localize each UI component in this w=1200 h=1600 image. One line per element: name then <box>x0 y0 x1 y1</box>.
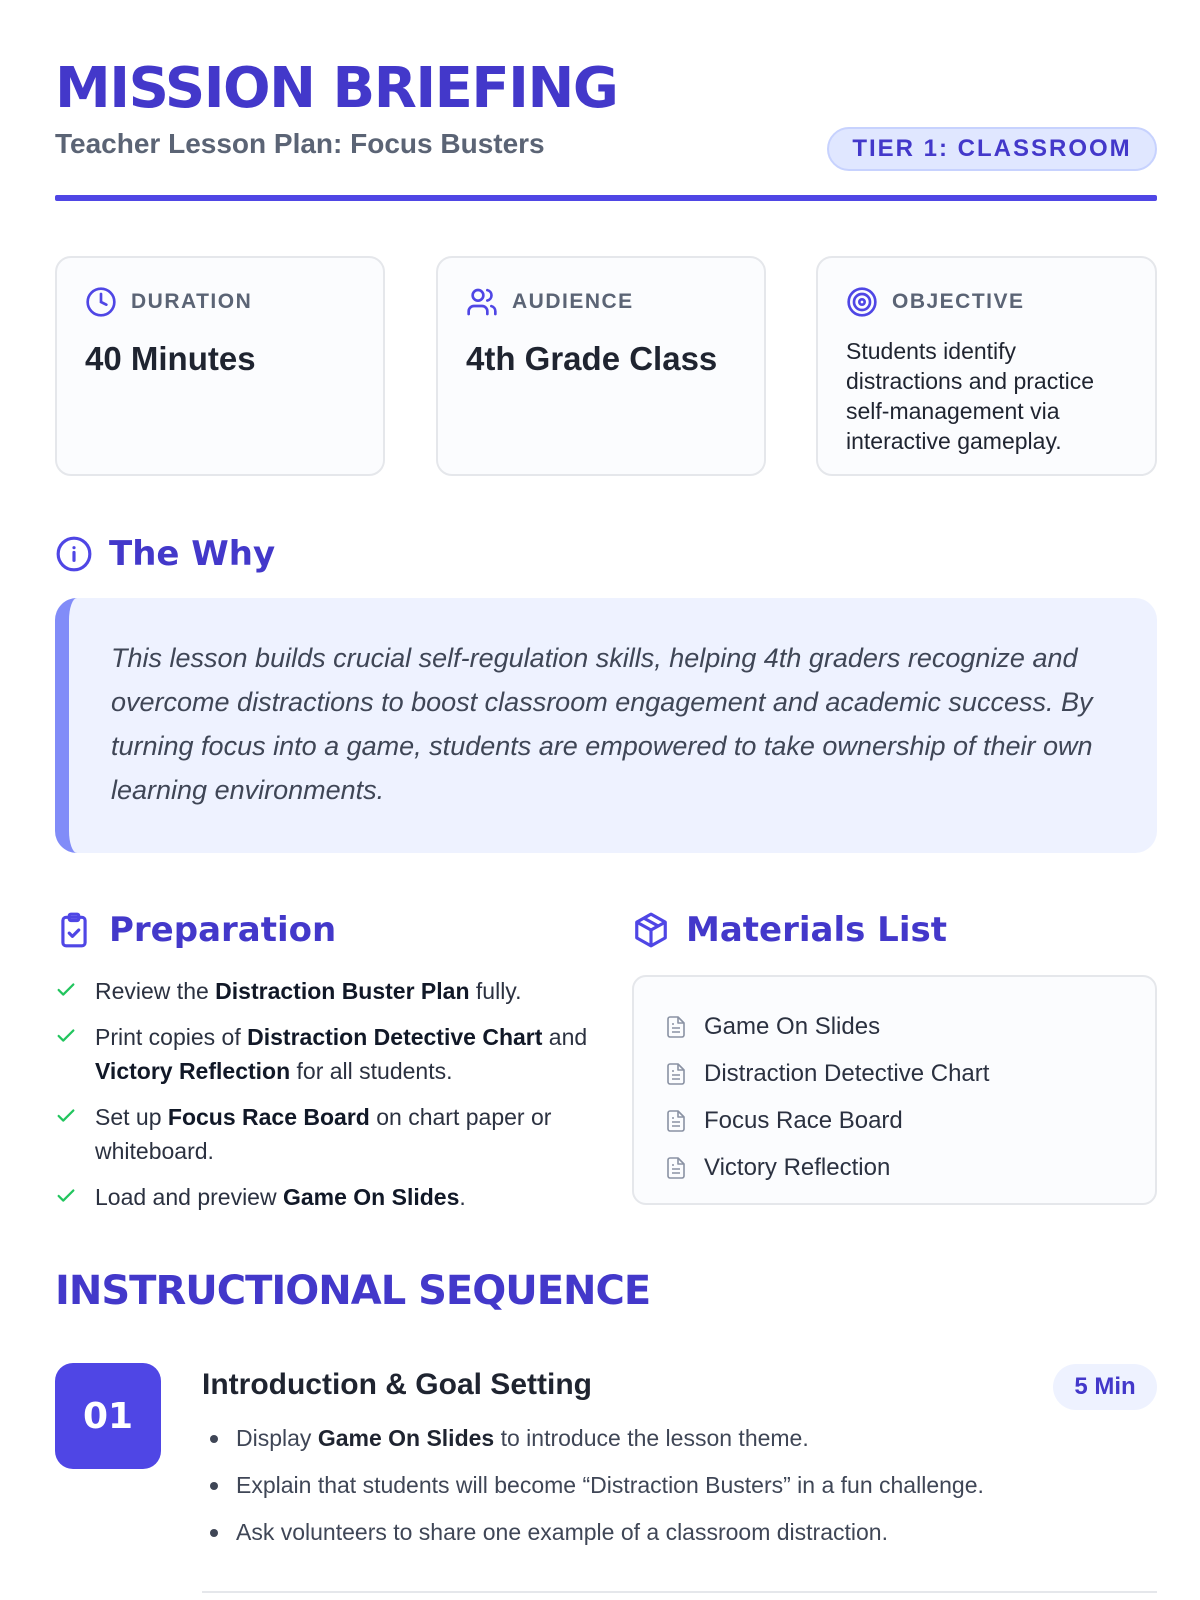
text-run: and <box>542 1024 588 1050</box>
step-bullet <box>202 1515 1142 1549</box>
objective-value: Students identify distractions and practice self-management via interactive gameplay. <box>846 338 1095 454</box>
preparation-item <box>55 1180 595 1214</box>
sequence-title: INSTRUCTIONAL SEQUENCE <box>55 1268 651 1314</box>
document-icon <box>664 1062 688 1086</box>
tier-badge: TIER 1: CLASSROOM <box>827 127 1157 171</box>
why-title: The Why <box>109 534 276 574</box>
text-run: Set up <box>95 1104 168 1130</box>
why-heading <box>55 534 275 574</box>
materials-item-label: Focus Race Board <box>704 1106 903 1134</box>
text-run: Print copies of <box>95 1024 248 1050</box>
preparation-item-text <box>95 1020 595 1088</box>
text-run: . <box>459 1184 466 1210</box>
materials-item <box>664 1050 1125 1097</box>
bold-term: Distraction Buster Plan <box>215 978 470 1004</box>
audience-card <box>436 256 766 476</box>
materials-item-label: Victory Reflection <box>704 1153 891 1181</box>
step-bullet-list <box>202 1421 1142 1562</box>
why-text: This lesson builds crucial self-regulation skills, helping 4th graders recognize and overcome distractions to boost classroom engagement and academic success. By turning focus into a game, students are empowered to take ownership of their own learning environments. <box>111 643 1093 805</box>
preparation-heading <box>55 910 336 950</box>
page-subtitle: Teacher Lesson Plan: Focus Busters <box>55 128 545 159</box>
objective-card <box>816 256 1157 476</box>
duration-value: 40 Minutes <box>85 340 256 377</box>
preparation-item-text <box>95 1180 466 1214</box>
step-title: Introduction & Goal Setting <box>202 1368 592 1401</box>
materials-heading <box>632 910 947 950</box>
materials-item <box>664 1097 1125 1144</box>
text-run: to introduce the lesson theme. <box>494 1425 809 1451</box>
preparation-item <box>55 974 595 1008</box>
document-icon <box>664 1156 688 1180</box>
text-run: for all students. <box>290 1058 453 1084</box>
clock-icon <box>85 286 117 318</box>
objective-label: OBJECTIVE <box>892 290 1025 313</box>
materials-panel <box>632 975 1157 1205</box>
bold-term: Distraction Detective Chart <box>247 1024 543 1050</box>
text-run: Review the <box>95 978 216 1004</box>
materials-item-label: Game On Slides <box>704 1012 881 1040</box>
info-icon <box>55 535 93 573</box>
duration-card <box>55 256 385 476</box>
text-run: Load and preview <box>95 1184 283 1210</box>
preparation-item <box>55 1020 595 1088</box>
header-divider <box>55 195 1157 201</box>
package-icon <box>632 911 670 949</box>
page-title: MISSION BRIEFING <box>55 56 618 121</box>
users-icon <box>466 286 498 318</box>
step-bullet <box>202 1421 1142 1455</box>
materials-title: Materials List <box>686 910 947 950</box>
preparation-item-text <box>95 1100 595 1168</box>
check-icon <box>55 979 77 1001</box>
audience-value: 4th Grade Class <box>466 340 718 377</box>
preparation-title: Preparation <box>109 910 337 950</box>
text-run: Ask volunteers to share one example of a classroom distraction. <box>236 1519 888 1545</box>
materials-list <box>664 1003 1125 1191</box>
bold-term: Game On Slides <box>282 1184 460 1210</box>
text-run: on chart paper or whiteboard. <box>95 1104 552 1164</box>
materials-item-label: Distraction Detective Chart <box>704 1059 990 1087</box>
step-time-badge: 5 Min <box>1053 1364 1157 1410</box>
materials-item <box>664 1003 1125 1050</box>
document-icon <box>664 1015 688 1039</box>
bold-term: Victory Reflection <box>95 1058 291 1084</box>
duration-label: DURATION <box>131 290 253 313</box>
audience-label: AUDIENCE <box>512 290 634 313</box>
check-icon <box>55 1025 77 1047</box>
clipboard-check-icon <box>55 911 93 949</box>
bold-term: Game On Slides <box>317 1425 495 1451</box>
document-icon <box>664 1109 688 1133</box>
target-icon <box>846 286 878 318</box>
preparation-item-text <box>95 974 522 1008</box>
text-run: fully. <box>469 978 522 1004</box>
text-run: Explain that students will become “Distraction Busters” in a fun challenge. <box>236 1472 984 1498</box>
why-callout <box>55 598 1157 853</box>
bold-term: Focus Race Board <box>167 1104 370 1130</box>
preparation-list <box>55 974 595 1226</box>
step-number-badge: 01 <box>55 1363 161 1469</box>
step-divider <box>202 1591 1157 1593</box>
preparation-item <box>55 1100 595 1168</box>
step-bullet <box>202 1468 1142 1502</box>
materials-item <box>664 1144 1125 1191</box>
check-icon <box>55 1105 77 1127</box>
text-run: Display <box>236 1425 318 1451</box>
check-icon <box>55 1185 77 1207</box>
